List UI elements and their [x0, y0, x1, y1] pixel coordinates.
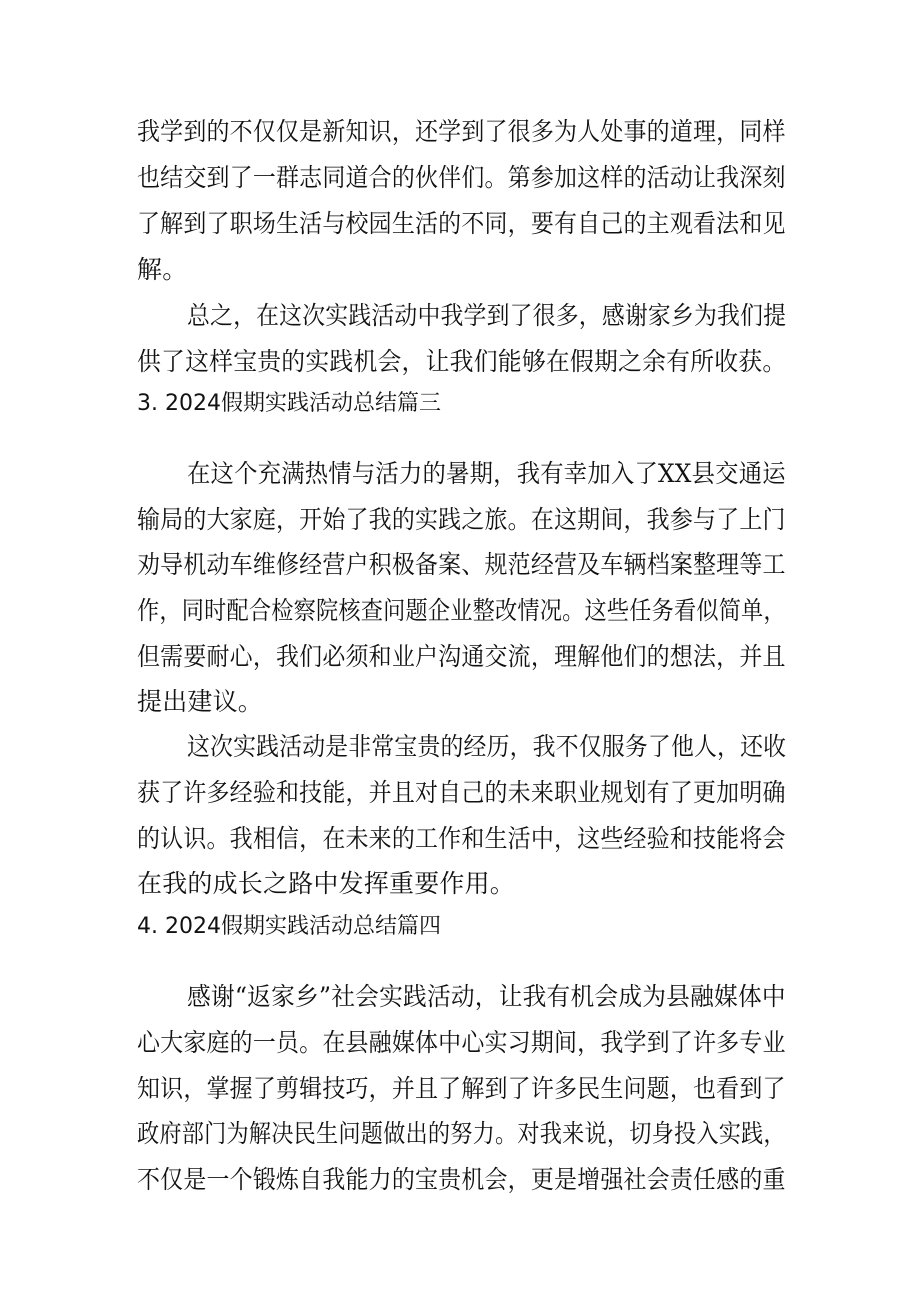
paragraph-4-line-3: 的认识。我相信，在未来的工作和生活中，这些经验和技能将会: [137, 824, 786, 853]
paragraph-5-line-5: 不仅是一个锻炼自我能力的宝贵机会，更是增强社会责任感的重: [137, 1165, 786, 1194]
paragraph-2-line-1: 总之，在这次实践活动中我学到了很多，感谢家乡为我们提: [187, 301, 787, 330]
paragraph-4-line-1: 这次实践活动是非常宝贵的经历，我不仅服务了他人，还收: [187, 732, 787, 761]
section-heading-3: 3. 2024假期实践活动总结篇三: [137, 391, 441, 416]
paragraph-1-line-3: 了解到了职场生活与校园生活的不同，要有自己的主观看法和见: [137, 209, 786, 238]
paragraph-3-line-5: 但需要耐心，我们必须和业户沟通交流，理解他们的想法，并且: [137, 642, 786, 671]
paragraph-5-line-2: 心大家庭的一员。在县融媒体中心实习期间，我学到了许多专业: [137, 1028, 786, 1057]
paragraph-1-line-1: 我学到的不仅仅是新知识，还学到了很多为人处事的道理，同样: [137, 117, 786, 146]
section-heading-4: 4. 2024假期实践活动总结篇四: [137, 914, 441, 939]
paragraph-5-line-4: 政府部门为解决民生问题做出的努力。对我来说，切身投入实践，: [137, 1119, 786, 1148]
paragraph-3-line-6: 提出建议。: [137, 687, 264, 716]
paragraph-3-line-1: 在这个充满热情与活力的暑期，我有幸加入了XX县交通运: [187, 459, 786, 488]
paragraph-4-line-4: 在我的成长之路中发挥重要作用。: [137, 869, 516, 898]
paragraph-1-line-4: 解。: [137, 255, 188, 284]
paragraph-5-line-3: 知识，掌握了剪辑技巧，并且了解到了许多民生问题，也看到了: [137, 1074, 786, 1103]
paragraph-3-line-2: 输局的大家庭，开始了我的实践之旅。在这期间，我参与了上门: [137, 505, 786, 534]
paragraph-4-line-2: 获了许多经验和技能，并且对自己的未来职业规划有了更加明确: [137, 778, 786, 807]
paragraph-3-line-4: 作，同时配合检察院核查问题企业整改情况。这些任务看似简单，: [137, 596, 786, 625]
paragraph-3-line-3: 劝导机动车维修经营户积极备案、规范经营及车辆档案整理等工: [137, 550, 786, 579]
paragraph-1-line-2: 也结交到了一群志同道合的伙伴们。第参加这样的活动让我深刻: [137, 163, 786, 192]
paragraph-2-line-2: 供了这样宝贵的实践机会，让我们能够在假期之余有所收获。: [137, 347, 787, 376]
paragraph-5-line-1: 感谢“返家乡”社会实践活动，让我有机会成为县融媒体中: [187, 982, 786, 1011]
